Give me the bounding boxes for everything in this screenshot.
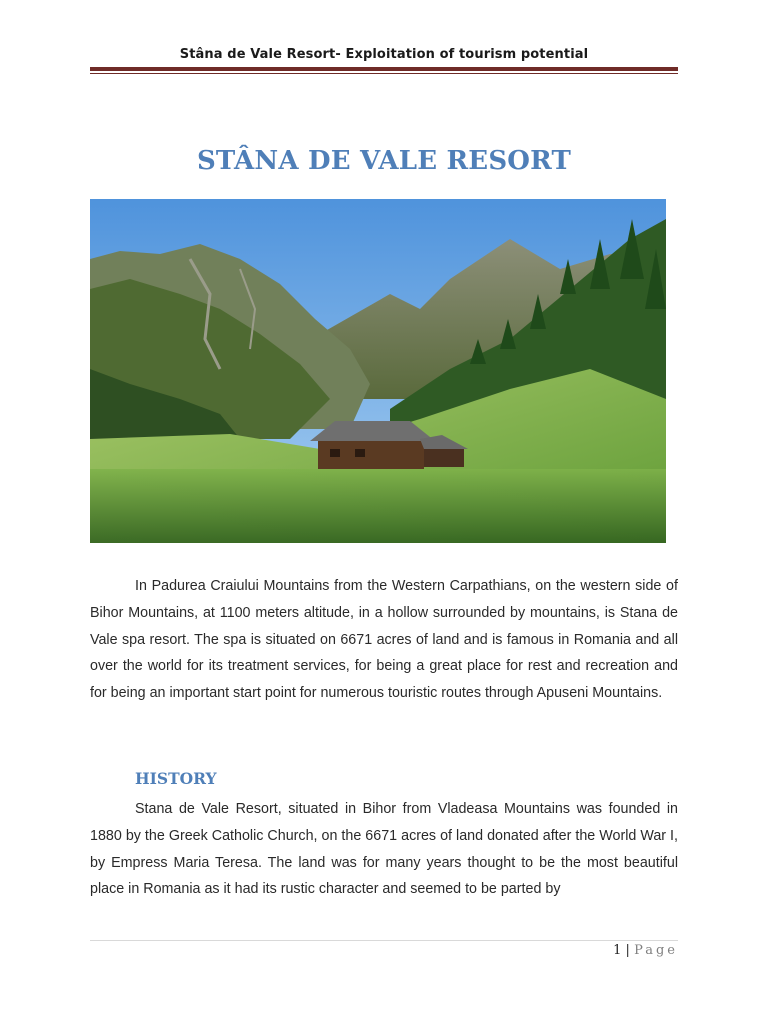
history-text: Stana de Vale Resort, situated in Bihor from Vladeasa Mountains was founded in 1880 by the Greek Catholic Church, on the 6671 acres of land donated after the World War I, by Empress Maria Teresa. The land was for many years thought to be the most beautiful place in Romania as it had its rustic character and seemed to be parted by — [90, 801, 678, 898]
header-rule-thick — [90, 67, 678, 71]
page-label: Page — [634, 943, 678, 958]
intro-text: In Padurea Craiului Mountains from the Western Carpathians, on the western side of Bihor Mountains, at 1100 meters altitude, in a hollow surrounded by mountains, is Stana de Vale spa resort. The spa is situated on 6671 acres of land and is famous in Romania and all over the world for its treatment services, for being a great place for rest and recreation and for being an important start point for numerous touristic routes through Apuseni Mountains. — [90, 578, 678, 702]
header-rule-thin — [90, 73, 678, 74]
intro-paragraph — [90, 573, 678, 707]
page-footer — [613, 943, 678, 958]
mountain-photo — [90, 199, 666, 543]
document-title: STÂNA DE VALE RESORT — [196, 146, 572, 176]
page-separator: | — [625, 943, 630, 958]
history-paragraph — [90, 796, 678, 903]
history-heading: HISTORY — [135, 769, 217, 788]
page-number: 1 — [613, 943, 622, 958]
running-header: Stâna de Vale Resort- Exploitation of tourism potential — [179, 47, 589, 62]
footer-rule — [90, 940, 678, 941]
